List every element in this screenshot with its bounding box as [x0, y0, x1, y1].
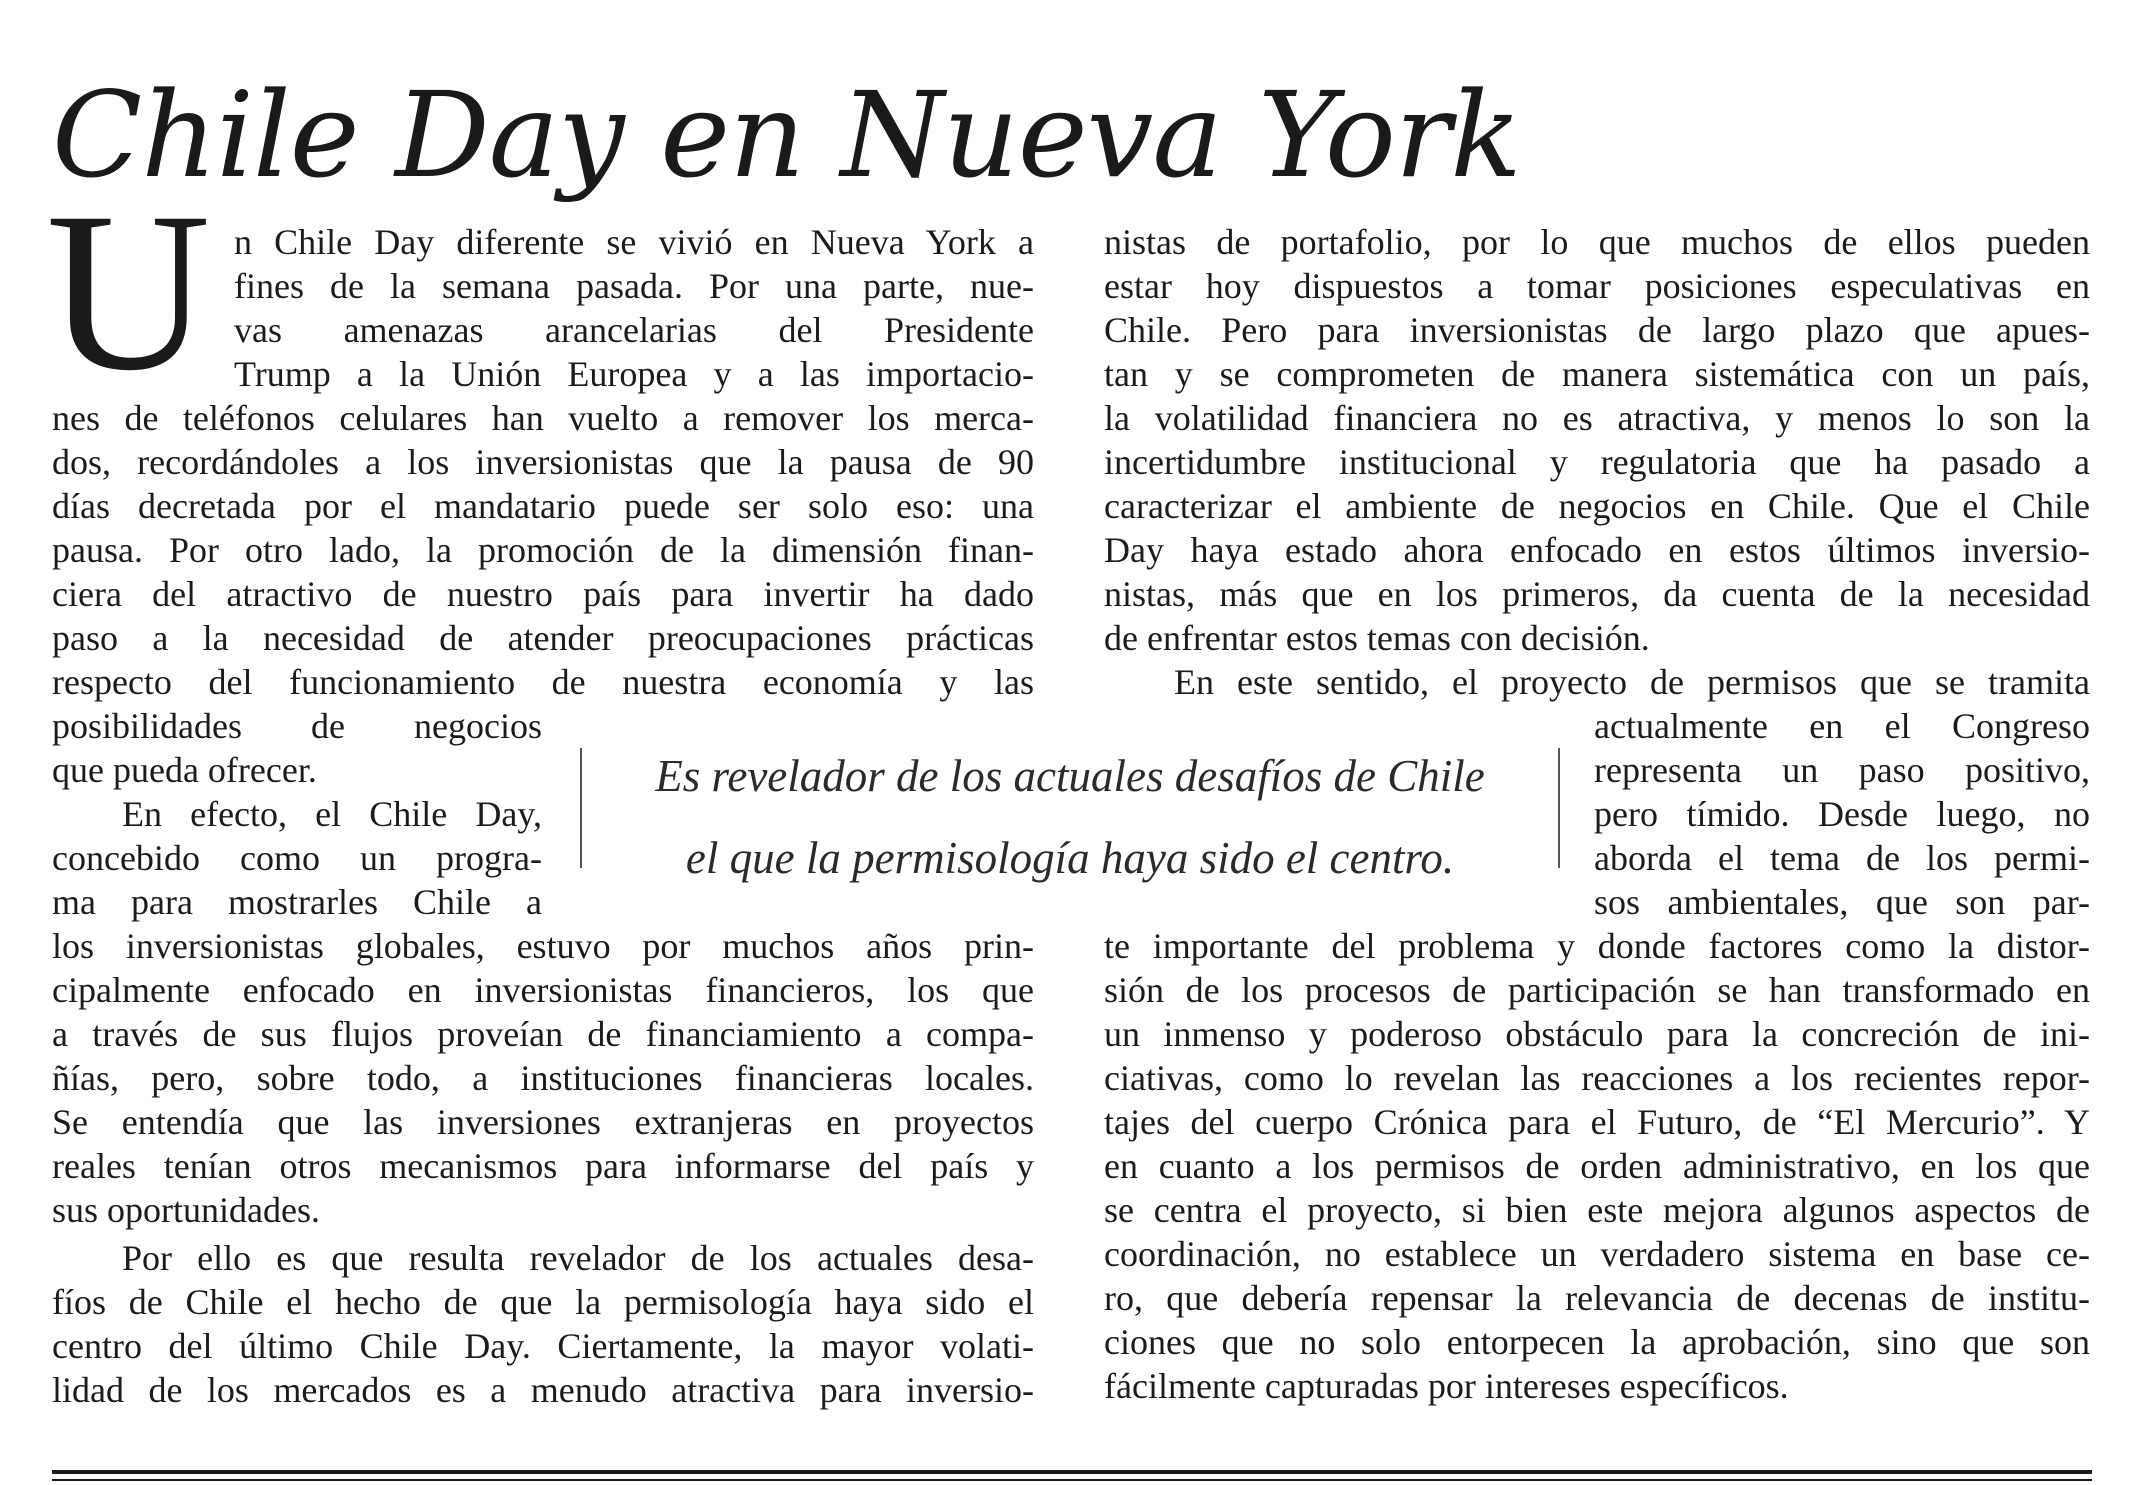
col1-line: vas amenazas arancelarias del Presidente [234, 310, 1034, 350]
col2-line: nistas, más que en los primeros, da cuenta de la necesidad [1104, 574, 2090, 614]
col2-line: de enfrentar estos temas con decisión. [1104, 618, 1650, 658]
col2-line: un inmenso y poderoso obstáculo para la concreción de ini- [1104, 1014, 2090, 1054]
col2-line: te importante del problema y donde factores como la distor- [1104, 926, 2090, 966]
col2-line: fácilmente capturadas por intereses específicos. [1104, 1366, 1789, 1406]
col1-line: ma para mostrarles Chile a [52, 882, 542, 922]
col2-line: tan y se comprometen de manera sistemática con un país, [1104, 354, 2090, 394]
col2-line: se centra el proyecto, si bien este mejora algunos aspectos de [1104, 1190, 2090, 1230]
col1-line: a través de sus flujos proveían de financiamiento a compa- [52, 1014, 1034, 1054]
col1-line: posibilidades de negocios [52, 706, 542, 746]
col1-line: centro del último Chile Day. Ciertamente, la mayor volati- [52, 1326, 1034, 1366]
col2-line: ro, que debería repensar la relevancia de decenas de institu- [1104, 1278, 2090, 1318]
col1-line: fines de la semana pasada. Por una parte, nue- [234, 266, 1034, 306]
col2-line: nistas de portafolio, por lo que muchos de ellos pueden [1104, 222, 2090, 262]
col2-line: la volatilidad financiera no es atractiva, y menos lo son la [1104, 398, 2090, 438]
pull-quote-line: Es revelador de los actuales desafíos de Chile [655, 751, 1485, 801]
pull-quote-right-rule [1558, 748, 1560, 868]
col2-line: Chile. Pero para inversionistas de largo plazo que apues- [1104, 310, 2090, 350]
col1-line: ciera del atractivo de nuestro país para invertir ha dado [52, 574, 1034, 614]
col2-line: En este sentido, el proyecto de permisos que se tramita [1174, 662, 2090, 702]
col1-line: Se entendía que las inversiones extranjeras en proyectos [52, 1102, 1034, 1142]
col2-line: ciones que no solo entorpecen la aprobación, sino que son [1104, 1322, 2090, 1362]
col2-line: ciativas, como lo revelan las reacciones a los recientes repor- [1104, 1058, 2090, 1098]
col1-line: días decretada por el mandatario puede ser solo eso: una [52, 486, 1034, 526]
col1-line: ñías, pero, sobre todo, a instituciones financieras locales. [52, 1058, 1034, 1098]
col2-line: actualmente en el Congreso [1594, 706, 2090, 746]
pull-quote-line: el que la permisología haya sido el centro. [685, 833, 1455, 883]
col2-line: tajes del cuerpo Crónica para el Futuro, de “El Mercurio”. Y [1104, 1102, 2090, 1142]
col1-line: concebido como un progra- [52, 838, 542, 878]
headline: Chile Day en Nueva York [52, 66, 1521, 204]
col2-line: en cuanto a los permisos de orden administrativo, en los que [1104, 1146, 2090, 1186]
col1-line: n Chile Day diferente se vivió en Nueva York a [234, 222, 1034, 262]
col2-line: representa un paso positivo, [1594, 750, 2090, 790]
bottom-rule-thin [52, 1479, 2092, 1481]
col1-line: los inversionistas globales, estuvo por muchos años prin- [52, 926, 1034, 966]
col2-line: sión de los procesos de participación se han transformado en [1104, 970, 2090, 1010]
pull-quote [580, 735, 1560, 899]
bottom-rule [52, 1470, 2092, 1474]
col1-line: cipalmente enfocado en inversionistas financieros, los que [52, 970, 1034, 1010]
col1-line: En efecto, el Chile Day, [122, 794, 542, 834]
col2-line: aborda el tema de los permi- [1594, 838, 2090, 878]
col2-line: incertidumbre institucional y regulatoria que ha pasado a [1104, 442, 2090, 482]
col1-line: pausa. Por otro lado, la promoción de la dimensión finan- [52, 530, 1034, 570]
col1-line: dos, recordándoles a los inversionistas que la pausa de 90 [52, 442, 1034, 482]
col2-line: Day haya estado ahora enfocado en estos últimos inversio- [1104, 530, 2090, 570]
col1-line: paso a la necesidad de atender preocupaciones prácticas [52, 618, 1034, 658]
col1-line: lidad de los mercados es a menudo atractiva para inversio- [52, 1370, 1034, 1410]
col2-line: caracterizar el ambiente de negocios en Chile. Que el Chile [1104, 486, 2090, 526]
col1-line: fíos de Chile el hecho de que la permisología haya sido el [52, 1282, 1034, 1322]
col1-line: Por ello es que resulta revelador de los actuales desa- [122, 1238, 1034, 1278]
col1-line: reales tenían otros mecanismos para informarse del país y [52, 1146, 1034, 1186]
col2-line: sos ambientales, que son par- [1594, 882, 2090, 922]
col1-line: Trump a la Unión Europea y a las importacio- [234, 354, 1034, 394]
col2-line: coordinación, no establece un verdadero sistema en base ce- [1104, 1234, 2090, 1274]
col1-line: sus oportunidades. [52, 1190, 320, 1230]
drop-cap: U [46, 166, 211, 418]
col1-line: respecto del funcionamiento de nuestra economía y las [52, 662, 1034, 702]
col2-line: estar hoy dispuestos a tomar posiciones especulativas en [1104, 266, 2090, 306]
col1-line: que pueda ofrecer. [52, 750, 317, 790]
col2-line: pero tímido. Desde luego, no [1594, 794, 2090, 834]
col1-line: nes de teléfonos celulares han vuelto a remover los merca- [52, 398, 1034, 438]
